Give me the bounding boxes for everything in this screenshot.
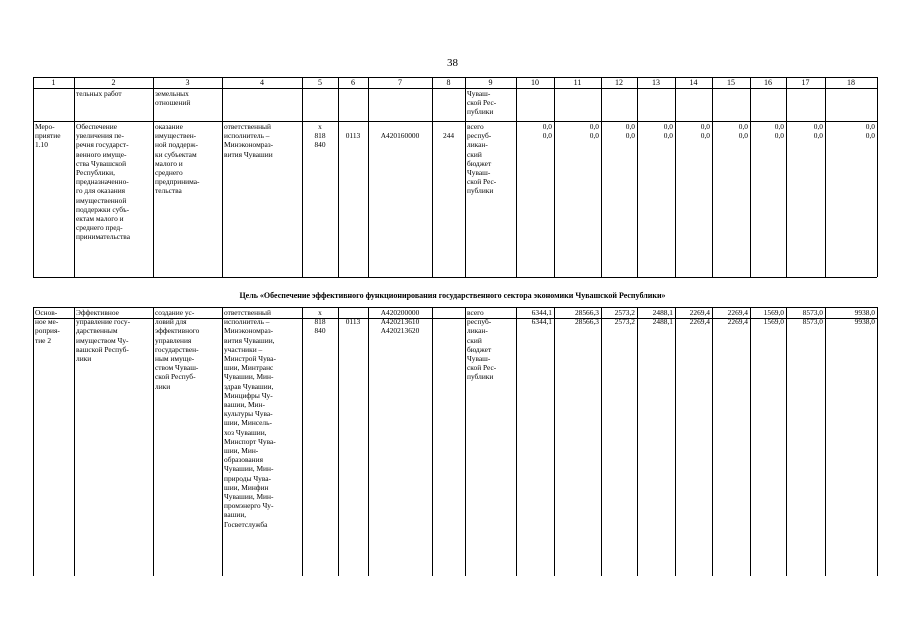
target-code: А420160000 [380, 131, 420, 141]
main-measure-executors: шии, Мин- [224, 446, 259, 455]
funding-source: Чуваш- [467, 168, 491, 177]
measure-result: оказание [155, 122, 183, 131]
main-measure-result: эффективного [155, 326, 200, 336]
measure-name: имущественной [76, 195, 127, 205]
column-number: 12 [615, 78, 623, 87]
main-measure-executors: Минспорт Чува- [224, 436, 276, 446]
main-measure-result: ным имуще- [155, 354, 195, 363]
main-measure-executors: природы Чува- [224, 473, 271, 483]
column-rule [222, 77, 223, 277]
cell-text: Чуваш- [467, 89, 491, 98]
column-number: 10 [531, 78, 539, 87]
column-number: 7 [398, 78, 402, 87]
column-rule [601, 307, 602, 576]
main-measure-result: лики [155, 381, 171, 391]
measure-name: го для оказания [76, 186, 126, 196]
column-rule [338, 307, 339, 576]
value-budget: 1569,0 [763, 317, 784, 327]
value-total: 1569,0 [763, 308, 784, 317]
funding-source: всего [467, 308, 484, 317]
column-number: 5 [318, 78, 322, 87]
main-measure-executors: Минцифры Чу- [224, 390, 273, 400]
value-total: 8573,0 [802, 308, 823, 317]
funding-source: ликан- [467, 326, 488, 336]
value-total: 2269,4 [689, 308, 710, 317]
main-measure-executors: Чувашии, Мин- [224, 372, 274, 382]
column-rule [554, 307, 555, 576]
main-measure-result: ской Респуб- [155, 372, 196, 382]
column-rule [33, 307, 34, 576]
cell-text: публики [467, 107, 494, 117]
cell-text: ской Рес- [467, 98, 497, 108]
value-total: 0,0 [542, 122, 552, 131]
main-measure-code: Основ- [35, 308, 58, 317]
main-measure-executors: шии, Минфин [224, 482, 269, 492]
column-rule [786, 307, 787, 576]
column-rule [302, 77, 303, 277]
cell-text: земельных [155, 89, 189, 98]
column-rule [712, 307, 713, 576]
measure-name: поддержки субъ- [76, 204, 130, 214]
value-budget: 0,0 [865, 131, 875, 141]
funding-source: ский [467, 335, 482, 345]
main-measure-executors: Госветслужба [224, 519, 268, 529]
value-total: 0,0 [774, 122, 784, 131]
measure-executor: Минэкономраз- [224, 140, 274, 150]
value-budget: 28566,3 [574, 317, 599, 327]
main-measure-executors: Чувашии, Мин- [224, 464, 274, 474]
measure-name: речня государст- [76, 140, 129, 150]
column-number: 8 [446, 78, 451, 87]
value-budget: 0,0 [700, 131, 710, 141]
measure-name: среднего пред- [76, 223, 123, 233]
target-code: А420213610 [380, 317, 420, 327]
column-number: 17 [801, 78, 810, 87]
value-total: 0,0 [813, 122, 823, 131]
value-budget: 2269,4 [727, 317, 748, 327]
column-rule [338, 77, 339, 277]
goal-title: Цель «Обеспечение эффективного функционирования государственного сектора экономики Чувашской Республики» [239, 291, 666, 300]
measure-name: ства Чувашской [76, 158, 127, 168]
column-number: 2 [111, 78, 116, 87]
column-number: 16 [764, 78, 772, 87]
grbs-code: 818 [314, 131, 326, 141]
section-code: 0113 [345, 131, 361, 141]
measure-result: предпринима- [155, 177, 200, 187]
value-budget: 0,0 [625, 131, 635, 141]
main-measure-code: ное ме- [35, 317, 59, 327]
cell-text: тельных работ [76, 89, 122, 98]
main-measure-result: управления [155, 335, 192, 345]
value-total: 0,0 [865, 122, 875, 131]
main-measure-result: государствен- [155, 344, 199, 354]
main-measure-executors: хоз Чувашии, [224, 427, 267, 437]
value-budget: 0,0 [589, 131, 599, 141]
cell-text: отношений [155, 98, 191, 108]
funding-source: всего [467, 122, 484, 131]
column-rule [33, 77, 34, 277]
funding-source: публики [467, 372, 494, 382]
main-measure-executors: Чувашии, Мин- [224, 492, 274, 501]
column-rule [432, 77, 433, 277]
main-measure-executors: вития Чувашии, [224, 335, 275, 345]
value-budget: 0,0 [813, 131, 823, 141]
measure-name: предназначенно- [76, 177, 129, 187]
main-measure-executors: вашии, Мин- [224, 400, 265, 409]
funding-source: респуб- [467, 131, 492, 141]
column-rule [675, 307, 676, 576]
value-budget: 2573,2 [614, 317, 635, 327]
main-measure-executors: культуры Чува- [224, 409, 273, 419]
value-budget: 0,0 [774, 131, 784, 141]
main-measure-name: Эффективное [76, 308, 119, 317]
funding-source: бюджет [467, 158, 492, 168]
measure-result: имуществен- [155, 131, 197, 141]
measure-executor: исполнитель – [224, 131, 270, 141]
grbs-code: 840 [314, 140, 326, 150]
funding-source: публики [467, 186, 494, 196]
measure-name: увеличения пе- [76, 131, 124, 141]
table-rule [33, 277, 877, 278]
column-rule [554, 77, 555, 277]
measure-name: принимательства [76, 232, 130, 242]
main-measure-name: вашской Респуб- [76, 344, 129, 354]
column-rule [302, 307, 303, 576]
grbs-code: 818 [314, 317, 326, 327]
value-budget: 0,0 [663, 131, 673, 141]
main-measure-name: лики [76, 354, 92, 363]
value-total: 28566,3 [574, 308, 599, 317]
grbs-code: x [318, 308, 322, 317]
value-budget: 0,0 [738, 131, 748, 141]
expense-code: 244 [442, 131, 455, 141]
main-measure-executors: промэнерго Чу- [224, 501, 274, 511]
section-code: 0113 [345, 317, 361, 327]
column-number: 15 [727, 78, 735, 87]
column-rule [786, 77, 787, 277]
column-rule [675, 77, 676, 277]
column-number: 13 [652, 78, 660, 87]
funding-source: ской Рес- [467, 363, 497, 373]
measure-name: ектам малого и [76, 214, 124, 223]
funding-source: ликан- [467, 140, 488, 150]
main-measure-executors: исполнитель – [224, 317, 270, 327]
funding-source: респуб- [467, 317, 492, 327]
funding-source: бюджет [467, 344, 492, 354]
value-budget: 8573,0 [802, 317, 823, 327]
column-rule [516, 77, 517, 277]
column-rule [825, 77, 826, 277]
main-measure-executors: здрав Чувашии, [224, 381, 274, 391]
measure-code: Меро- [35, 122, 55, 131]
column-number: 9 [488, 78, 493, 87]
value-total: 2488,1 [652, 308, 673, 317]
column-number: 11 [573, 78, 582, 87]
main-measure-executors: образования [224, 455, 263, 465]
column-number: 4 [260, 78, 264, 87]
value-budget: 9938,0 [854, 317, 875, 327]
page-number: 38 [447, 57, 458, 69]
measure-code: приятие [35, 131, 61, 141]
column-number: 3 [185, 78, 190, 87]
value-total: 2269,4 [727, 308, 748, 317]
column-rule [750, 77, 751, 277]
measure-code: 1.10 [35, 140, 48, 150]
value-total: 0,0 [625, 122, 635, 131]
main-measure-executors: вашии, [224, 510, 247, 520]
target-code: А420213620 [380, 326, 420, 336]
column-rule [601, 77, 602, 277]
measure-name: Республики, [76, 168, 115, 177]
main-measure-result: создание ус- [155, 308, 195, 317]
measure-result: малого и [155, 158, 183, 168]
main-measure-name: имуществом Чу- [76, 335, 129, 345]
column-rule [825, 307, 826, 576]
main-measure-executors: ответственный [224, 308, 271, 317]
main-measure-name: дарственным [76, 326, 118, 336]
column-rule [368, 307, 369, 576]
main-measure-executors: Минстрой Чува- [224, 354, 276, 363]
value-total: 2573,2 [614, 308, 635, 317]
column-rule [877, 307, 878, 576]
value-total: 0,0 [589, 122, 599, 131]
measure-result: тельства [155, 186, 182, 196]
value-budget: 0,0 [542, 131, 552, 141]
column-number: 18 [847, 78, 855, 87]
funding-source: ской Рес- [467, 177, 497, 187]
column-rule [750, 307, 751, 576]
measure-result: среднего [155, 168, 183, 177]
column-rule [368, 77, 369, 277]
value-total: 0,0 [738, 122, 748, 131]
column-rule [637, 77, 638, 277]
measure-name: венного имуще- [76, 149, 127, 159]
value-total: 6344,1 [531, 308, 552, 317]
value-total: 0,0 [700, 122, 710, 131]
main-measure-code: тие 2 [35, 335, 52, 345]
column-rule [712, 77, 713, 277]
measure-result: ной поддерж- [155, 140, 198, 150]
column-rule [432, 307, 433, 576]
grbs-code: 840 [314, 326, 326, 336]
column-rule [637, 307, 638, 576]
measure-executor: вития Чувашии [224, 149, 273, 159]
value-budget: 6344,1 [531, 317, 552, 327]
column-number: 14 [689, 78, 698, 87]
measure-result: ки субъектам [155, 149, 197, 159]
value-budget: 2488,1 [652, 317, 673, 327]
main-measure-executors: Минэкономраз- [224, 326, 274, 336]
main-measure-code: роприя- [35, 326, 60, 336]
main-measure-executors: шии, Минтранс [224, 363, 274, 373]
main-measure-result: ловий для [155, 317, 187, 327]
value-budget: 2269,4 [689, 317, 710, 327]
main-measure-name: управление госу- [76, 317, 131, 327]
column-rule [877, 77, 878, 277]
main-measure-result: ством Чуваш- [155, 363, 199, 373]
measure-name: Обеспечение [76, 122, 117, 131]
value-total: 9938,0 [854, 308, 875, 317]
column-rule [516, 307, 517, 576]
funding-source: Чуваш- [467, 354, 491, 363]
measure-executor: ответственный [224, 122, 271, 131]
funding-source: ский [467, 149, 482, 159]
value-total: 0,0 [663, 122, 673, 131]
grbs-code: x [318, 122, 322, 131]
main-measure-executors: шии, Минсель- [224, 418, 272, 428]
main-measure-executors: участники – [224, 344, 263, 354]
column-number: 1 [51, 78, 56, 87]
target-code: А420200000 [380, 308, 420, 317]
column-number: 6 [351, 78, 355, 87]
